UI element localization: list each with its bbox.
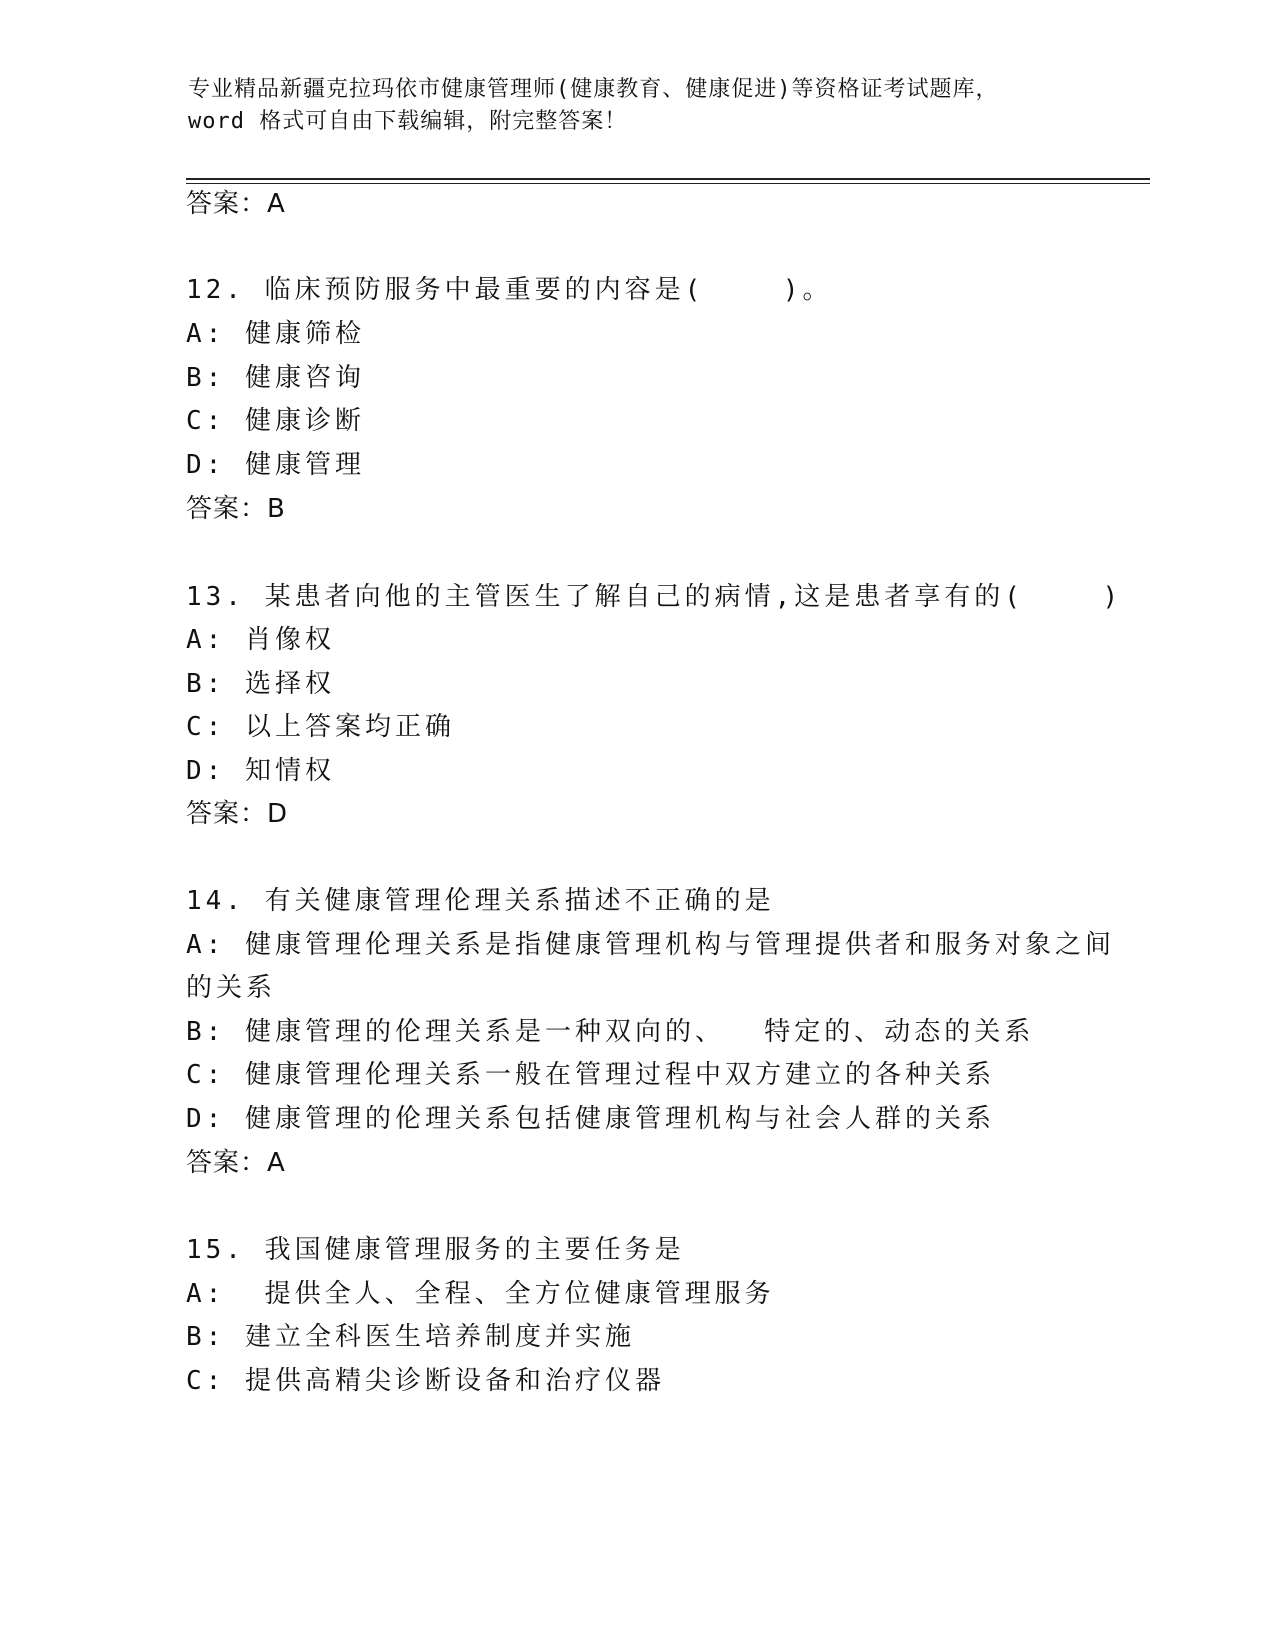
q14-option-a: A: 健康管理伦理关系是指健康管理机构与管理提供者和服务对象之间 [186, 930, 1115, 960]
question-12: 12. 临床预防服务中最重要的内容是( )。 [186, 275, 833, 305]
q14-option-a-continued: 的关系 [186, 973, 277, 1003]
answer-previous: 答案：A [186, 189, 286, 219]
q14-option-b: B: 健康管理的伦理关系是一种双向的、 特定的、动态的关系 [186, 1017, 1035, 1047]
q14-option-c: C: 健康管理伦理关系一般在管理过程中双方建立的各种关系 [186, 1060, 995, 1090]
q15-option-a: A: 提供全人、全程、全方位健康管理服务 [186, 1279, 775, 1309]
q14-option-d: D: 健康管理的伦理关系包括健康管理机构与社会人群的关系 [186, 1104, 995, 1134]
q14-answer: 答案：A [186, 1148, 286, 1178]
q12-option-b: B: 健康咨询 [186, 363, 365, 393]
question-14: 14. 有关健康管理伦理关系描述不正确的是 [186, 886, 775, 916]
q13-option-a: A: 肖像权 [186, 625, 335, 655]
q13-answer: 答案：D [186, 799, 289, 829]
q13-option-d: D: 知情权 [186, 756, 335, 786]
question-13: 13. 某患者向他的主管医生了解自己的病情,这是患者享有的( ) [186, 582, 1123, 612]
q12-answer: 答案：B [186, 494, 286, 524]
header-line-1: 专业精品新疆克拉玛依市健康管理师(健康教育、健康促进)等资格证考试题库， [188, 77, 999, 102]
q13-option-b: B: 选择权 [186, 669, 335, 699]
header-line-2: word 格式可自由下载编辑，附完整答案！ [188, 109, 628, 134]
q15-option-b: B: 建立全科医生培养制度并实施 [186, 1322, 635, 1352]
q12-option-c: C: 健康诊断 [186, 406, 365, 436]
question-15: 15. 我国健康管理服务的主要任务是 [186, 1235, 685, 1265]
q12-option-d: D: 健康管理 [186, 450, 365, 480]
header-divider [186, 178, 1150, 184]
q15-option-c: C: 提供高精尖诊断设备和治疗仪器 [186, 1366, 665, 1396]
q12-option-a: A: 健康筛检 [186, 319, 365, 349]
document-header [188, 74, 1088, 138]
q13-option-c: C: 以上答案均正确 [186, 712, 455, 742]
